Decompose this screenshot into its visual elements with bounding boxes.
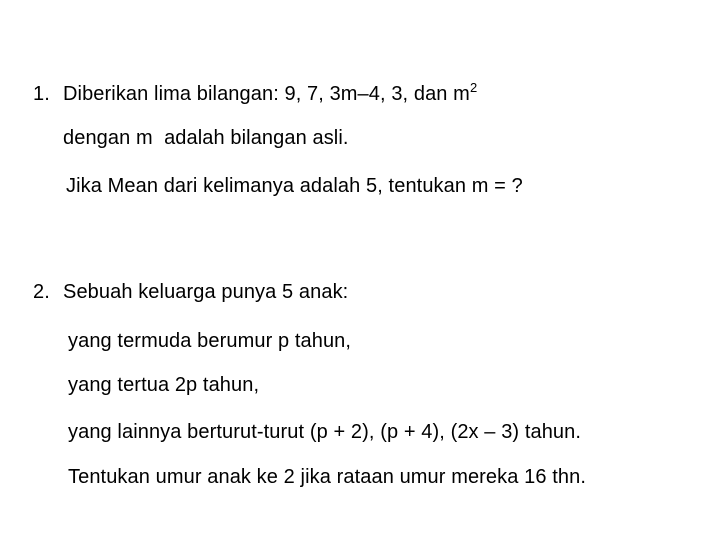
question-2-line-5: Tentukan umur anak ke 2 jika rataan umur mereka 16 thn.: [68, 466, 586, 488]
question-1-line-1: [33, 82, 477, 106]
exponent-superscript: 2: [469, 80, 478, 95]
question-2-text: Sebuah keluarga punya 5 anak:: [63, 281, 349, 303]
question-2-number: 2.: [33, 281, 50, 303]
question-2-line-4: yang lainnya berturut-turut (p + 2), (p + 4), (2x – 3) tahun.: [68, 421, 582, 443]
question-2-line-2: yang termuda berumur p tahun,: [68, 330, 352, 352]
question-1-text: Diberikan lima bilangan: 9, 7, 3m–4, 3, dan m: [63, 83, 470, 105]
question-1-number: 1.: [33, 83, 50, 105]
question-2-line-1: [33, 280, 348, 304]
question-2-line-3: yang tertua 2p tahun,: [68, 374, 260, 396]
question-1-line-3: Jika Mean dari kelimanya adalah 5, tentukan m = ?: [66, 175, 523, 197]
question-1-line-2: dengan m adalah bilangan asli.: [63, 127, 349, 149]
